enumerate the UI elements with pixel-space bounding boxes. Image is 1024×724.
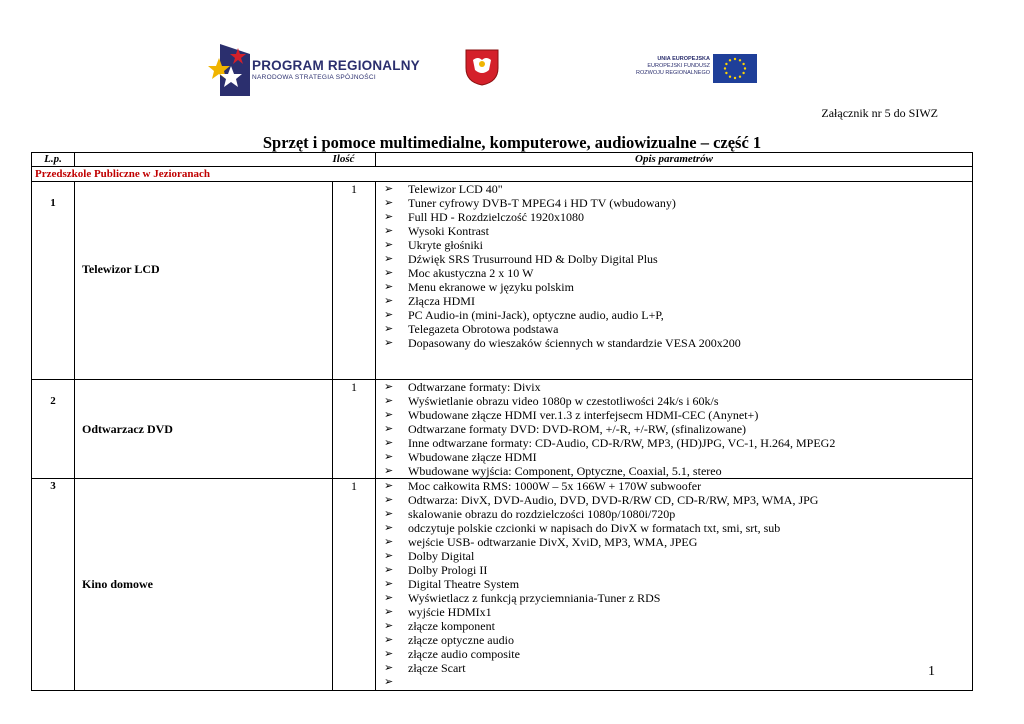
list-item: ➢ Telegazeta Obrotowa podstawa [408,322,972,336]
list-item: ➢ Wyświetlacz z funkcją przyciemniania-Tuner z RDS [408,591,972,605]
row-lp: 3 [32,479,75,691]
list-item: ➢ Odtwarzane formaty DVD: DVD-ROM, +/-R, +/-RW, (sfinalizowane) [408,422,972,436]
program-regionalny-title: PROGRAM REGIONALNY [252,58,420,73]
row-params [376,380,973,479]
list-item: ➢ Odtwarza: DivX, DVD-Audio, DVD, DVD-R/RW CD, CD-R/RW, MP3, WMA, JPG [408,493,972,507]
row-name: Odtwarzacz DVD [75,380,333,479]
eu-line3: ROZWOJU REGIONALNEGO [636,70,710,76]
table-row [32,380,973,479]
header-qty: Ilość [333,153,376,167]
list-item: ➢ Wbudowane wyjścia: Component, Optyczne, Coaxial, 5.1, stereo [408,464,972,478]
eu-flag-icon [713,54,757,83]
row-qty: 1 [333,182,376,380]
list-item: ➢ Dolby Prologi II [408,563,972,577]
list-item: ➢ Inne odtwarzane formaty: CD-Audio, CD-R/RW, MP3, (HD)JPG, VC-1, H.264, MPEG2 [408,436,972,450]
equipment-table [31,152,973,691]
list-item: ➢ wejście USB- odtwarzanie DivX, XviD, MP3, WMA, JPEG [408,535,972,549]
list-item: ➢ Tuner cyfrowy DVB-T MPEG4 i HD TV (wbudowany) [408,196,972,210]
list-item: ➢ Telewizor LCD 40" [408,182,972,196]
list-item: ➢ skalowanie obrazu do rozdzielczości 1080p/1080i/720p [408,507,972,521]
list-item: ➢ Dźwięk SRS Trusurround HD & Dolby Digital Plus [408,252,972,266]
section-title: Przedszkole Publiczne w Jezioranach [32,167,973,182]
table-header-row [32,153,973,167]
header-lp: L.p. [32,153,75,167]
list-item: ➢ Wysoki Kontrast [408,224,972,238]
list-item: ➢ złącze optyczne audio [408,633,972,647]
list-item: ➢ Ukryte głośniki [408,238,972,252]
header-logos [0,40,1024,100]
row-params [376,182,973,380]
list-item: ➢ Wbudowane złącze HDMI ver.1.3 z interfejsecm HDMI-CEC (Anynet+) [408,408,972,422]
eu-line2: EUROPEJSKI FUNDUSZ [647,63,710,69]
list-item: ➢ Moc całkowita RMS: 1000W – 5x 166W + 170W subwoofer [408,479,972,493]
row-name: Kino domowe [75,479,333,691]
list-item: ➢ Moc akustyczna 2 x 10 W [408,266,972,280]
list-item: ➢ Full HD - Rozdzielczość 1920x1080 [408,210,972,224]
list-item: ➢ złącze Scart [408,661,972,675]
section-row [32,167,973,182]
list-item: ➢ złącze audio composite [408,647,972,661]
list-item: ➢ Menu ekranowe w języku polskim [408,280,972,294]
annex-label: Załącznik nr 5 do SIWZ [821,106,938,120]
list-item: ➢ wyjście HDMIx1 [408,605,972,619]
row-lp: 2 [32,380,75,479]
eu-fund-text [630,56,710,77]
list-item: ➢ Dopasowany do wieszaków ściennych w standardzie VESA 200x200 [408,336,972,350]
list-item: ➢ Odtwarzane formaty: Divix [408,380,972,394]
regional-coat-of-arms-icon [464,48,500,86]
program-regionalny-mark-icon [206,44,250,96]
page-title: Sprzęt i pomoce multimedialne, komputerowe, audiowizualne – część 1 [262,133,762,152]
eu-line1: UNIA EUROPEJSKA [657,56,710,62]
list-item: ➢ Dolby Digital [408,549,972,563]
list-item: ➢ złącze komponent [408,619,972,633]
table-row [32,479,973,691]
row-qty: 1 [333,380,376,479]
page-number: 1 [928,664,935,679]
header-name [75,153,333,167]
row-lp: 1 [32,182,75,380]
row-name: Telewizor LCD [75,182,333,380]
list-item: ➢ odczytuje polskie czcionki w napisach do DivX w formatach txt, smi, srt, sub [408,521,972,535]
row-params [376,479,973,691]
list-item: ➢ Digital Theatre System [408,577,972,591]
list-item: ➢ Wbudowane złącze HDMI [408,450,972,464]
program-regionalny-logo [206,44,426,96]
list-item: ➢ PC Audio-in (mini-Jack), optyczne audio, audio L+P, [408,308,972,322]
list-item: ➢ Złącza HDMI [408,294,972,308]
row-qty: 1 [333,479,376,691]
program-regionalny-subtitle: NARODOWA STRATEGIA SPÓJNOŚCI [252,74,376,81]
list-item: ➢ Wyświetlanie obrazu video 1080p w czestotliwości 24k/s i 60k/s [408,394,972,408]
header-params: Opis parametrów [376,153,973,167]
table-row [32,182,973,380]
